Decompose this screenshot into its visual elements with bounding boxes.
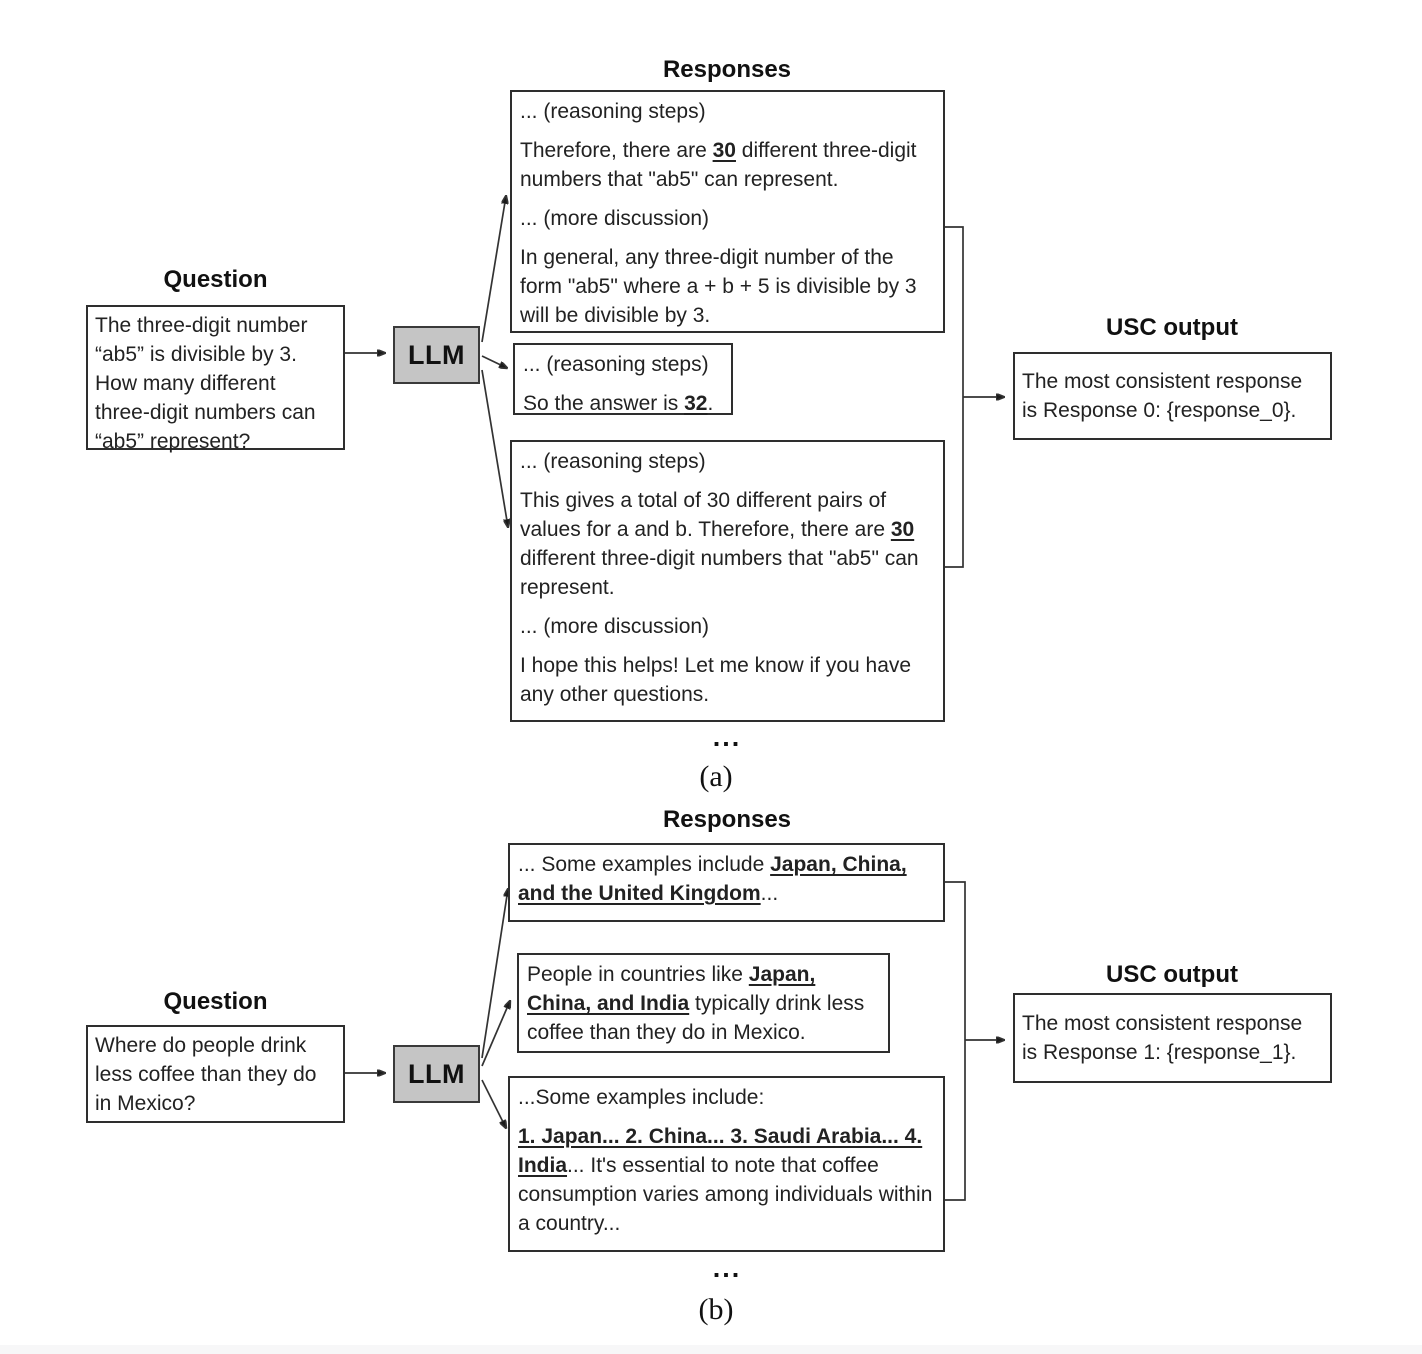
question-box-b [86, 1025, 345, 1123]
arrow-llm-to-response-b1 [482, 889, 508, 1058]
question-header-a: Question [163, 266, 268, 293]
usc-output-text: The most consistent response is Response 1: {response_1}. [1022, 1012, 1303, 1064]
response-box-b1 [508, 843, 945, 922]
response-paragraph: This gives a total of 30 different pairs of values for a and b. Therefore, there are 30 different three-digit numbers that "ab5" can represent. [520, 489, 919, 599]
response-paragraph: ... (reasoning steps) [520, 450, 706, 473]
bracket-responses-a [944, 227, 963, 567]
arrow-llm-to-response-a2 [482, 356, 507, 368]
arrow-llm-to-response-a1 [482, 196, 506, 342]
response-paragraph: In general, any three-digit number of the form "ab5" where a + b + 5 is divisible by 3 will be divisible by 3. [520, 246, 917, 327]
panel-label-a: (a) [699, 760, 733, 793]
bracket-responses-b [944, 882, 965, 1200]
llm-box-b: LLM [393, 1045, 480, 1103]
response-paragraph: ...Some examples include: [518, 1086, 765, 1109]
page-edge-strip [0, 1345, 1422, 1354]
response-paragraph: People in countries like Japan, China, and India typically drink less coffee than they do in Mexico. [527, 963, 865, 1044]
response-paragraph: I hope this helps! Let me know if you have any other questions. [520, 654, 912, 706]
arrow-llm-to-response-b3 [482, 1080, 506, 1128]
arrow-llm-to-response-b2 [482, 1001, 510, 1066]
usc-output-box-b [1013, 993, 1332, 1083]
response-paragraph: ... (reasoning steps) [523, 353, 709, 376]
response-paragraph: ... Some examples include Japan, China, and the United Kingdom... [518, 853, 907, 905]
usc-output-text: The most consistent response is Response 0: {response_0}. [1022, 370, 1303, 422]
response-box-a3 [510, 440, 945, 722]
response-paragraph: ... (more discussion) [520, 207, 710, 230]
responses-header-b: Responses [662, 806, 792, 833]
usc-output-header-b: USC output [1106, 961, 1238, 988]
arrow-llm-to-response-a3 [482, 370, 508, 527]
llm-box-a: LLM [393, 326, 480, 384]
panel-label-b: (b) [698, 1293, 734, 1326]
question-box-a [86, 305, 345, 453]
more-responses-ellipsis-a: ... [712, 722, 742, 752]
response-box-a2 [513, 343, 733, 415]
question-text: Where do people drink less coffee than they do in Mexico? [95, 1034, 317, 1115]
response-paragraph: ... (reasoning steps) [520, 100, 706, 123]
response-paragraph: Therefore, there are 30 different three-digit numbers that "ab5" can represent. [520, 139, 917, 191]
responses-header-a: Responses [662, 56, 792, 83]
response-box-b3 [508, 1076, 945, 1252]
response-paragraph: ... (more discussion) [520, 615, 710, 638]
question-header-b: Question [163, 988, 268, 1015]
more-responses-ellipsis-b: ... [712, 1253, 742, 1283]
usc-output-box-a [1013, 352, 1332, 440]
usc-output-header-a: USC output [1106, 314, 1238, 341]
question-text: The three-digit number “ab5” is divisible by 3. How many different three-digit numbers can “ab5” represent? [95, 314, 316, 453]
response-paragraph: So the answer is 32. [523, 392, 714, 415]
response-paragraph: 1. Japan... 2. China... 3. Saudi Arabia... 4. India... It's essential to note that coffee consumption varies among individuals within a country... [518, 1125, 933, 1235]
response-box-b2 [517, 953, 890, 1053]
response-box-a1 [510, 90, 945, 333]
